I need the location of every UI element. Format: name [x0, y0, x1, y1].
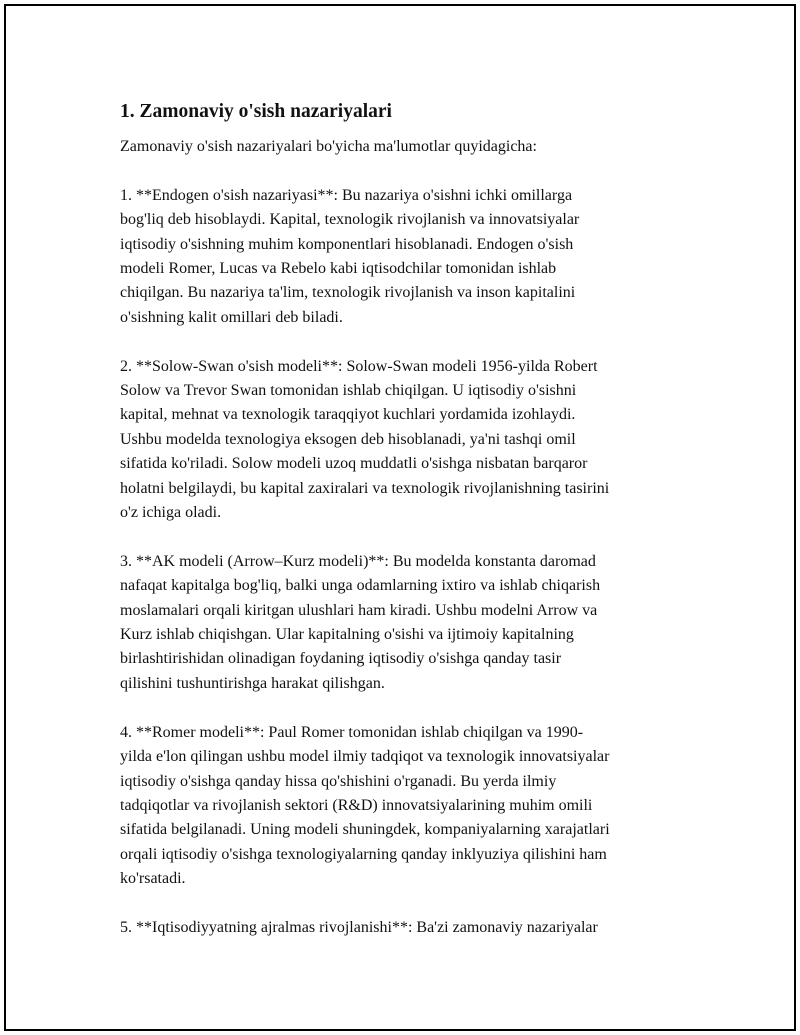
text-line: iqtisodiy o'sishning muhim komponentlari hisoblanadi. Endogen o'sish [120, 235, 574, 253]
text-line: nafaqat kapitalga bog'liq, balki unga odamlarning ixtiro va ishlab chiqarish [120, 577, 601, 595]
text-line: chiqilgan. Bu nazariya ta'lim, texnologik rivojlanish va inson kapitalini [120, 284, 576, 302]
text-line: modeli Romer, Lucas va Rebelo kabi iqtisodchilar tomonidan ishlab [120, 260, 557, 278]
intro-paragraph: Zamonaviy o'sish nazariyalari bo'yicha ma'lumotlar quyidagicha: [120, 138, 537, 155]
text-line: holatni belgilaydi, bu kapital zaxiralari va texnologik rivojlanishning tasirini [120, 479, 610, 497]
section-ak-model [120, 550, 690, 696]
text-line: o'z ichiga oladi. [120, 504, 222, 522]
text-line: 1. **Endogen o'sish nazariyasi**: Bu nazariya o'sishni ichki omillarga [120, 186, 573, 204]
text-line: tadqiqotlar va rivojlanish sektori (R&D) innovatsiyalarining muhim omili [120, 796, 593, 814]
text-line: ko'rsatadi. [120, 870, 186, 888]
section-inseparable-development [120, 916, 690, 940]
text-line: iqtisodiy o'sishga qanday hissa qo'shishini o'rganadi. Bu yerda ilmiy [120, 772, 557, 790]
text-line: Solow va Trevor Swan tomonidan ishlab chiqilgan. U iqtisodiy o'sishni [120, 382, 577, 400]
text-line: Kurz ishlab chiqishgan. Ular kapitalning o'sishi va ijtimoiy kapitalning [120, 626, 574, 644]
text-line: moslamalari orqali kiritgan ulushlari ham kiradi. Ushbu modelni Arrow va [120, 601, 598, 619]
text-line: kapital, mehnat va texnologik taraqqiyot kuchlari yordamida izohlaydi. [120, 406, 576, 424]
text-line: yilda e'lon qilingan ushbu model ilmiy tadqiqot va texnologik innovatsiyalar [120, 748, 610, 766]
document-page [4, 4, 796, 1031]
section-endogen-growth [120, 184, 690, 330]
section-solow-swan [120, 355, 690, 526]
text-line: sifatida ko'riladi. Solow modeli uzoq muddatli o'sishga nisbatan barqaror [120, 455, 588, 473]
text-line: Ushbu modelda texnologiya eksogen deb hisoblanadi, ya'ni tashqi omil [120, 430, 576, 448]
text-line: 4. **Romer modeli**: Paul Romer tomonidan ishlab chiqilgan va 1990- [120, 723, 584, 741]
text-line: orqali iqtisodiy o'sishga texnologiyalarning qanday inklyuziya qilishini ham [120, 845, 607, 863]
text-line: qilishini tushuntirishga harakat qilishgan. [120, 674, 385, 692]
text-line: sifatida belgilanadi. Uning modeli shuningdek, kompaniyalarning xarajatlari [120, 821, 610, 839]
document-content [120, 98, 690, 940]
text-line: o'sishning kalit omillari deb biladi. [120, 308, 343, 326]
document-title: 1. Zamonaviy o'sish nazariyalari [120, 101, 392, 122]
section-romer-model [120, 721, 690, 892]
text-line: 2. **Solow-Swan o'sish modeli**: Solow-Swan modeli 1956-yilda Robert [120, 357, 598, 375]
text-line: 5. **Iqtisodiyyatning ajralmas rivojlanishi**: Ba'zi zamonaviy nazariyalar [120, 918, 598, 936]
text-line: 3. **AK modeli (Arrow–Kurz modeli)**: Bu modelda konstanta daromad [120, 552, 596, 570]
text-line: bog'liq deb hisoblaydi. Kapital, texnologik rivojlanish va innovatsiyalar [120, 211, 580, 229]
text-line: birlashtirishidan olinadigan foydaning iqtisodiy o'sishga qanday tasir [120, 650, 562, 668]
